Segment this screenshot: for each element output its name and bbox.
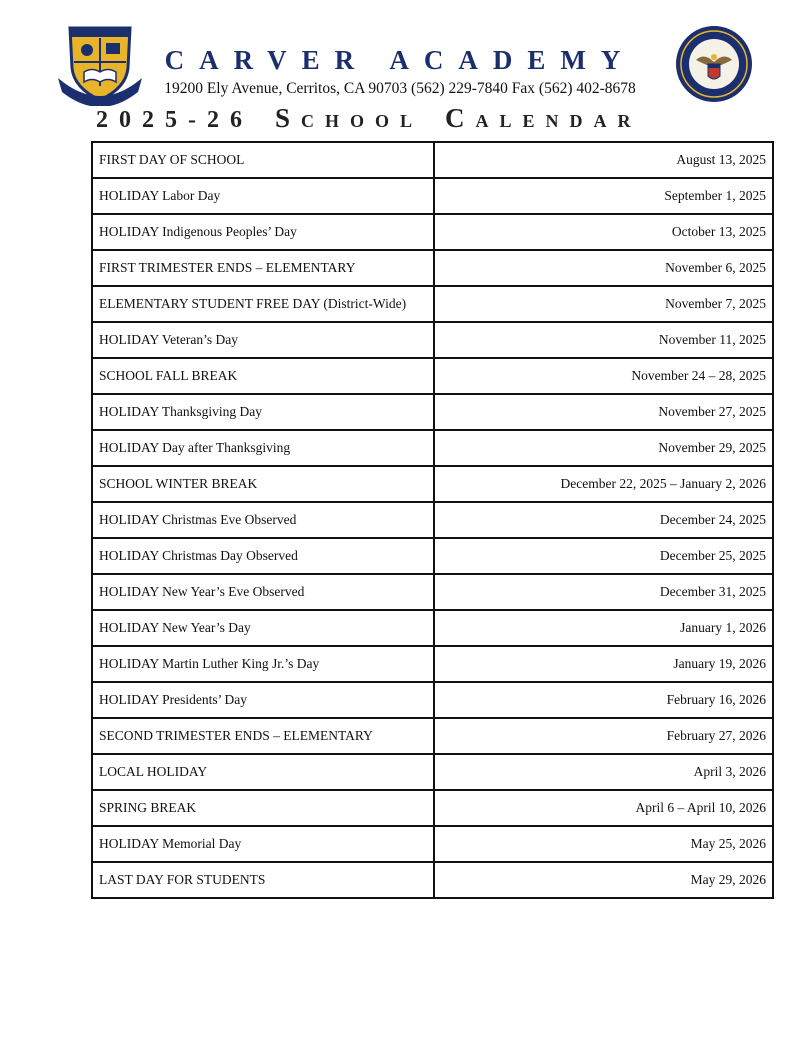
event-name-cell: HOLIDAY Indigenous Peoples’ Day xyxy=(92,214,434,250)
event-date-cell: January 1, 2026 xyxy=(434,610,773,646)
event-name-cell: HOLIDAY Christmas Day Observed xyxy=(92,538,434,574)
event-name-cell: HOLIDAY New Year’s Eve Observed xyxy=(92,574,434,610)
event-name-cell: LAST DAY FOR STUDENTS xyxy=(92,862,434,898)
table-row xyxy=(92,790,773,826)
event-date-cell: April 6 – April 10, 2026 xyxy=(434,790,773,826)
table-row xyxy=(92,142,773,178)
event-date-cell: November 27, 2025 xyxy=(434,394,773,430)
table-row xyxy=(92,754,773,790)
event-name-cell: HOLIDAY Labor Day xyxy=(92,178,434,214)
event-date-cell: November 7, 2025 xyxy=(434,286,773,322)
table-row xyxy=(92,646,773,682)
event-name-cell: HOLIDAY Veteran’s Day xyxy=(92,322,434,358)
table-row xyxy=(92,214,773,250)
table-row xyxy=(92,250,773,286)
event-name-cell: SECOND TRIMESTER ENDS – ELEMENTARY xyxy=(92,718,434,754)
blue-ribbon-seal xyxy=(674,24,754,104)
event-name-cell: HOLIDAY New Year’s Day xyxy=(92,610,434,646)
title-word-school: SCHOOL xyxy=(275,103,424,133)
table-row xyxy=(92,826,773,862)
event-date-cell: December 22, 2025 – January 2, 2026 xyxy=(434,466,773,502)
school-name: CARVER ACADEMY xyxy=(164,45,636,75)
event-name-cell: FIRST TRIMESTER ENDS – ELEMENTARY xyxy=(92,250,434,286)
event-name-cell: LOCAL HOLIDAY xyxy=(92,754,434,790)
table-row xyxy=(92,574,773,610)
event-date-cell: November 11, 2025 xyxy=(434,322,773,358)
event-date-cell: November 6, 2025 xyxy=(434,250,773,286)
event-date-cell: November 24 – 28, 2025 xyxy=(434,358,773,394)
event-name-cell: HOLIDAY Martin Luther King Jr.’s Day xyxy=(92,646,434,682)
table-row xyxy=(92,358,773,394)
event-date-cell: February 16, 2026 xyxy=(434,682,773,718)
table-row xyxy=(92,682,773,718)
table-row xyxy=(92,718,773,754)
table-row xyxy=(92,862,773,898)
event-date-cell: December 24, 2025 xyxy=(434,502,773,538)
event-date-cell: December 25, 2025 xyxy=(434,538,773,574)
event-name-cell: SCHOOL WINTER BREAK xyxy=(92,466,434,502)
table-row xyxy=(92,394,773,430)
table-row xyxy=(92,286,773,322)
event-date-cell: April 3, 2026 xyxy=(434,754,773,790)
event-name-cell: SCHOOL FALL BREAK xyxy=(92,358,434,394)
event-name-cell: HOLIDAY Presidents’ Day xyxy=(92,682,434,718)
table-row xyxy=(92,502,773,538)
event-name-cell: ELEMENTARY STUDENT FREE DAY (District-Wide) xyxy=(92,286,434,322)
calendar-table xyxy=(91,141,774,899)
calendar-title xyxy=(96,101,716,140)
event-name-cell: HOLIDAY Memorial Day xyxy=(92,826,434,862)
event-date-cell: November 29, 2025 xyxy=(434,430,773,466)
title-year: 2025-26 xyxy=(96,107,253,133)
event-date-cell: August 13, 2025 xyxy=(434,142,773,178)
event-name-cell: HOLIDAY Christmas Eve Observed xyxy=(92,502,434,538)
event-name-cell: HOLIDAY Day after Thanksgiving xyxy=(92,430,434,466)
table-row xyxy=(92,466,773,502)
event-date-cell: May 29, 2026 xyxy=(434,862,773,898)
event-date-cell: January 19, 2026 xyxy=(434,646,773,682)
event-date-cell: February 27, 2026 xyxy=(434,718,773,754)
title-word-calendar: CALENDAR xyxy=(445,103,642,133)
table-row xyxy=(92,538,773,574)
event-name-cell: SPRING BREAK xyxy=(92,790,434,826)
event-date-cell: May 25, 2026 xyxy=(434,826,773,862)
event-name-cell: FIRST DAY OF SCHOOL xyxy=(92,142,434,178)
event-name-cell: HOLIDAY Thanksgiving Day xyxy=(92,394,434,430)
event-date-cell: December 31, 2025 xyxy=(434,574,773,610)
school-address: 19200 Ely Avenue, Cerritos, CA 90703 (562) 229-7840 Fax (562) 402-8678 xyxy=(164,80,636,97)
table-row xyxy=(92,610,773,646)
table-row xyxy=(92,178,773,214)
table-row xyxy=(92,430,773,466)
event-date-cell: September 1, 2025 xyxy=(434,178,773,214)
table-row xyxy=(92,322,773,358)
event-date-cell: October 13, 2025 xyxy=(434,214,773,250)
